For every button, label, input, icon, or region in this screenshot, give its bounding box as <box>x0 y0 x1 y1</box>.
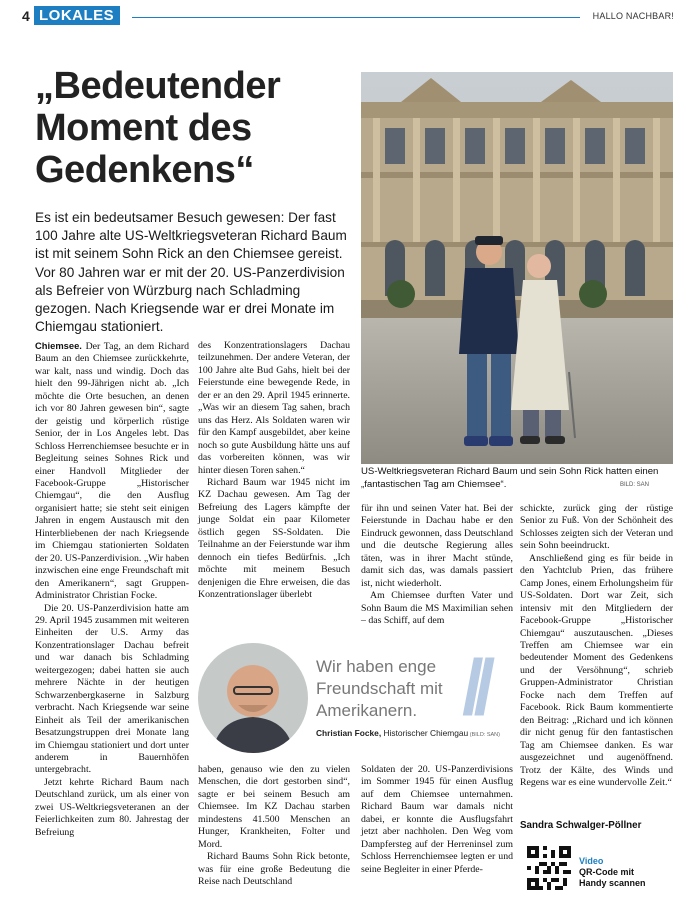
article-column-1 <box>35 340 189 839</box>
article-column-3-bottom <box>361 764 513 876</box>
author-signature: Sandra Schwalger-Pöllner <box>520 820 642 831</box>
article-column-4 <box>520 503 673 789</box>
article-column-2-bottom <box>198 764 350 889</box>
qr-label-line2: Handy scannen <box>579 878 646 888</box>
qr-code[interactable] <box>527 846 571 890</box>
pull-quote: Wir haben enge Freundschaft mit Amerikanern. <box>316 657 443 720</box>
paragraph: haben, genauso wie den zu vielen Menschen, die dort gestorben sind“, sagte er bei seinem Besuch am Chiemsee. Im KZ Dachau starben mindestens 41.500 Menschen an Hunger, Krankheiten, Folter und Mord. <box>198 764 350 850</box>
quote-marks: // <box>462 643 486 731</box>
paragraph: Anschließend ging es für beide in den Yachtclub Prien, das frühere Camp Jones, einem Erholungsheim für US-Soldaten. Dort war Zeit, sich intensiv mit den Mitgliedern der Facebook-Gruppe „Historischer Chiemgau“ auszutauschen. „Dieses Treffen am Chiemsee war ein bedeutender Moment des Gedenkens und der Versöhnung“, schrieb Gruppen-Administrator Christian Focke nach dem Treffen auf Facebook. Rick Baum kommentierte den Beitrag: „Richard und ich können dir nicht genug für den fantastischen Tag am Chiemsee danken. Es war ausgezeichnet und augenöffnend. Trotz der Kälte, des Winds und Regens war es eine wundervolle Zeit.“ <box>520 552 673 788</box>
paragraph: Jetzt kehrte Richard Baum nach Deutschland zurück, um als einer von zwei US-Weltkriegsveteranen an der Feierlichkeiten zum 80. Jahrestag der Befreiung <box>35 776 189 838</box>
portrait-illustration <box>198 643 308 753</box>
photo-caption: US-Weltkriegsveteran Richard Baum und sein Sohn Rick hatten einen „fantastischen Tag am Chiemsee“. <box>361 466 659 490</box>
section-label: LOKALES <box>34 6 120 25</box>
paragraph: Richard Baum war 1945 nicht im KZ Dachau gewesen. Am Tag der Befreiung des Lagers kämpfte der junge Soldat ein paar Kilometer östlich gegen SS-Soldaten. Die Teilnahme an der Feierstunde war ihm dennoch ein tiefes Bedürfnis. „Ich möchte mit meinem Besuch denjenigen die Ehre erweisen, die das Konzentrationslager überlebt <box>198 476 350 601</box>
qr-label-line1: QR-Code mit <box>579 867 634 877</box>
photo-credit: BILD: SAN <box>620 482 650 488</box>
paragraph: Soldaten der 20. US-Panzerdivisions im Sommer 1945 für einen Ausflug auf dem Chiemsee unternahmen. Richard Baum war damals nicht dabei, er konnte die Ausflugsfahrt jetzt aber nachholen. Den Weg vom Dampfersteg auf der Herreninsel zum Schloss Herrenchiemsee legten er und seine Begleiter in einer Pferde- <box>361 764 513 875</box>
article-column-3 <box>361 503 513 628</box>
paragraph: Richard Baums Sohn Rick betonte, was für eine große Bedeutung die Reise nach Deutschland <box>198 851 350 888</box>
qr-code-icon <box>527 846 571 890</box>
quote-author: Christian Focke, Historischer Chiemgau (BILD: SAN) <box>316 728 500 738</box>
quote-credit: (BILD: SAN) <box>468 732 500 738</box>
paragraph: Am Chiemsee durften Vater und Sohn Baum die MS Maximilian sehen – das Schiff, auf dem <box>361 590 513 627</box>
page-number: 4 <box>22 8 30 24</box>
paragraph: für ihn und seinen Vater hat. Bei der Feierstunde in Dachau habe er den Eindruck gewonnen, dass Deutschland und die deutsche Regierung alles täten, was in ihrer Macht stünde, damit sich das, was damals passiert ist, nicht wiederholt. <box>361 503 513 589</box>
paragraph: Die 20. US-Panzerdivision hatte am 29. April 1945 zusammen mit weiteren Einheiten der U.S. Army das Konzentrationslager Dachau befreit und war danach bis Schladming weitergezogen; dabei hatten sie auch mehrere Nächte in der heutigen Schwarzenbergkaserne in Salzburg verbracht. Nach Kriegsende war seine Einheit als Teil der amerikanischen Besatzungstruppen drei Monate lang im Chiemgau stationiert und dort unter anderem in Bauernhöfen untergebracht. <box>35 602 189 776</box>
paragraph: Chiemsee. Der Tag, an dem Richard Baum an den Chiemsee zurückkehrte, war kalt, nass und windig. Doch das hielt den 99-Jährigen nicht ab. „Ich möchte die Orte besuchen, an denen ich vor 80 Jahren gewesen bin“, sagte der geistig und körperlich rüstige Senior, der in Los Angeles lebt. Das Schloss Herrenchiemsee besuchte er in Begleitung seines Sohnes Rick und einer Handvoll Mitglieder der Facebook-Gruppe „Historischer Chiemgau“, die den Ausflug organisiert hatte; sie steht seit einigen Jahren in engem Austausch mit den Hinterbliebenen der nach Kriegsende im Chiemgau stationierten Soldaten der 20. US-Panzerdivision. „Wir haben inzwischen eine enge Freundschaft mit den Amerikanern“, sagt Gruppen-Administrator Christian Focke. <box>35 340 189 602</box>
header-rule <box>132 17 580 18</box>
publication-name: HALLO NACHBAR! <box>592 11 674 21</box>
quote-role: Historischer Chiemgau <box>381 728 469 738</box>
article-photo <box>361 72 673 464</box>
headline: „Bedeutender Moment des Gedenkens“ <box>35 65 281 191</box>
palace-photo-illustration <box>361 72 673 464</box>
paragraph: des Konzentrationslagers Dachau teilzunehmen. Der andere Veteran, der 100 Jahre alte Bud Gahs, hielt bei der Feierstunde eine bewegende Rede, in der er an den 29. April 1945 erinnerte. „Was wir an diesem Tag sahen, brach uns das Herz. Als Soldaten waren wir für den Kampf ausgebildet, aber keine noch so gute Ausbildung hätte uns auf das vorbereiten können, was wir hinter diesen Toren sahen.“ <box>198 340 350 476</box>
quote-portrait <box>198 643 308 753</box>
dateline: Chiemsee. <box>35 340 82 351</box>
qr-label-video: Video <box>579 856 604 866</box>
paragraph: schickte, zurück ging der rüstige Senior zu Fuß. Von der Schönheit des Schlosses zeigten sich der Veteran und sein Sohn beeindruckt. <box>520 503 673 552</box>
qr-label <box>579 856 646 889</box>
lead-paragraph: Es ist ein bedeutsamer Besuch gewesen: Der fast 100 Jahre alte US-Weltkriegsveteran Richard Baum ist mit seinem Sohn Rick an den Chiemsee gereist. Vor 80 Jahren war er mit der 20. US-Panzerdivision als Befreier von Würzburg nach Schladming gezogen. Nach Kriegsende war er drei Monate im Chiemgau stationiert. <box>35 210 347 335</box>
article-column-2 <box>198 340 350 602</box>
